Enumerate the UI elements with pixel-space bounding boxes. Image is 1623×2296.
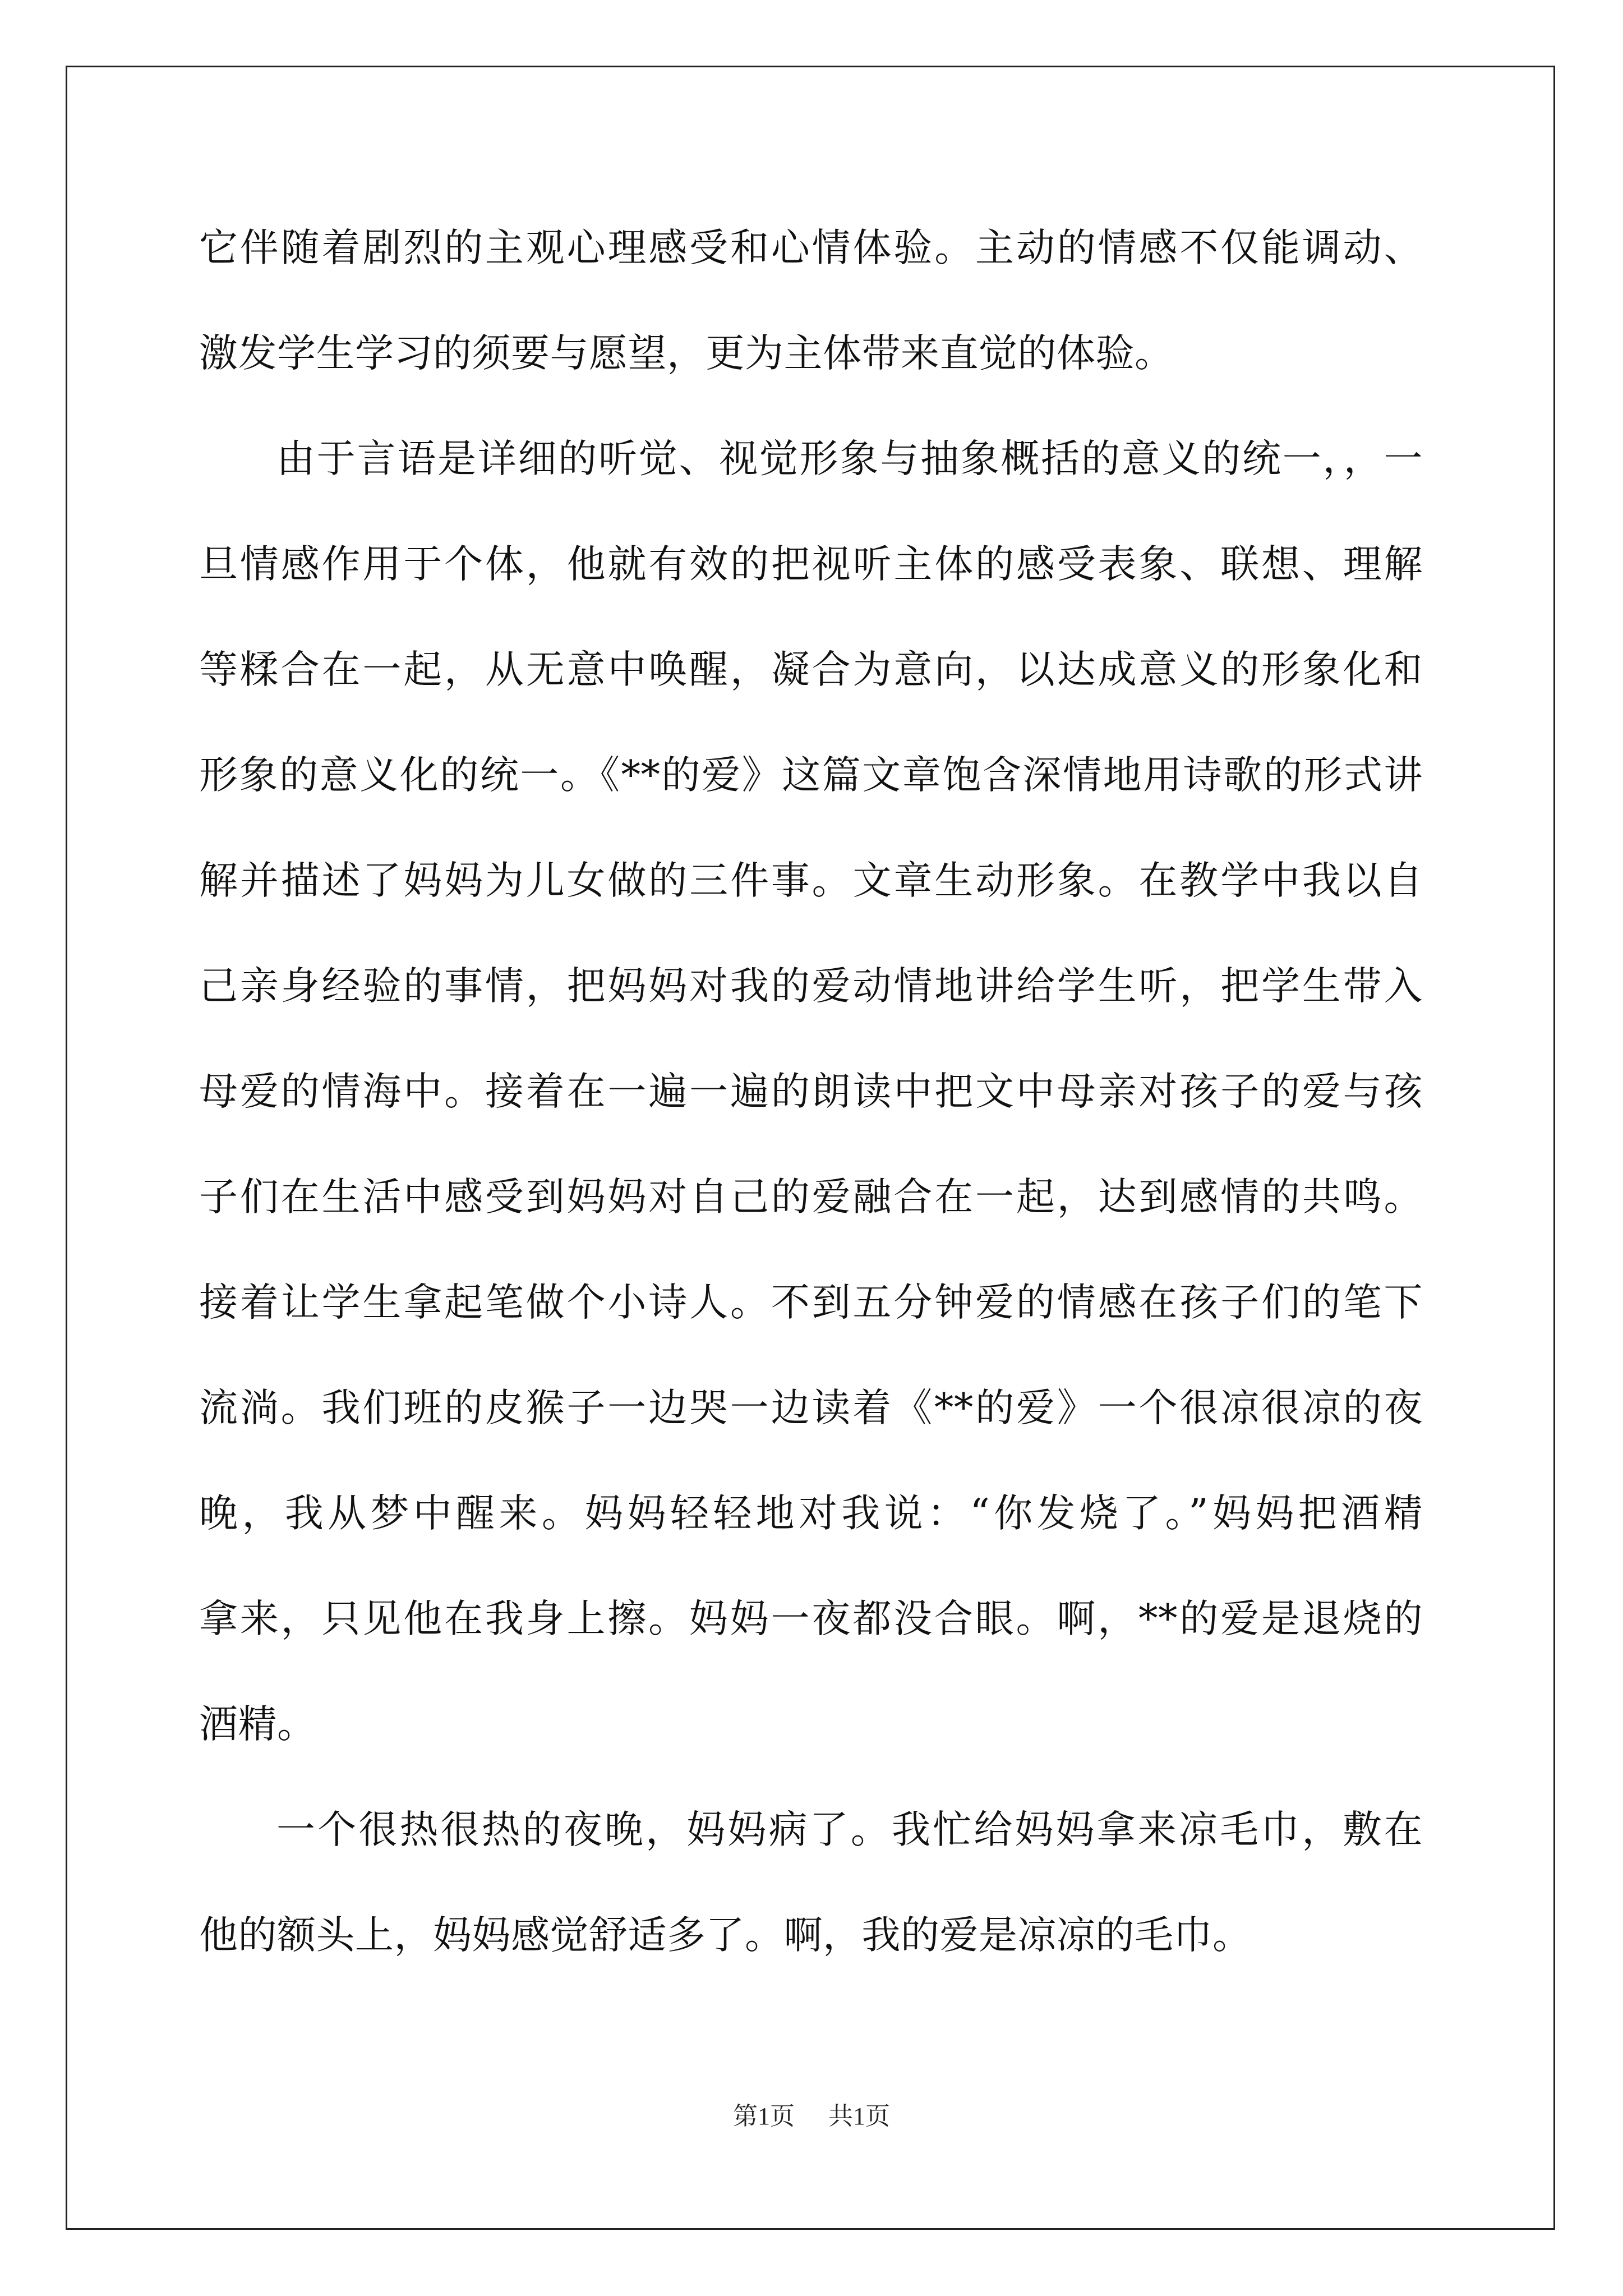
text-line: 子们在生活中感受到妈妈对自己的爱融合在一起，达到感情的共鸣。 — [199, 1175, 1423, 1220]
text-line: 晚，我从梦中醒来。妈妈轻轻地对我说：“你发烧了。”妈妈把酒精 — [199, 1491, 1423, 1536]
text-line: 形象的意义化的统一。《**的爱》这篇文章饱含深情地用诗歌的形式讲 — [199, 753, 1423, 798]
text-line: 流淌。我们班的皮猴子一边哭一边读着《**的爱》一个很凉很凉的夜 — [199, 1386, 1423, 1430]
paragraph-first-line: 由于言语是详细的听觉、视觉形象与抽象概括的意义的统一，，一 — [276, 436, 1423, 481]
text-line: 己亲身经验的事情，把妈妈对我的爱动情地讲给学生听，把学生带入 — [199, 964, 1423, 1009]
text-line: 他的额头上，妈妈感觉舒适多了。啊，我的爱是凉凉的毛巾。 — [199, 1913, 1252, 1958]
text-line: 等糅合在一起，从无意中唤醒，凝合为意向，以达成意义的形象化和 — [199, 647, 1423, 692]
page-number: 第1页 — [733, 2102, 795, 2130]
page-total: 共1页 — [828, 2102, 890, 2130]
text-line: 拿来，只见他在我身上擦。妈妈一夜都没合眼。啊，**的爱是退烧的 — [199, 1596, 1423, 1641]
text-line: 酒精。 — [199, 1702, 316, 1747]
page-footer — [0, 2096, 1623, 2132]
text-line: 它伴随着剧烈的主观心理感受和心情体验。主动的情感不仅能调动、 — [199, 226, 1423, 270]
text-line: 解并描述了妈妈为儿女做的三件事。文章生动形象。在教学中我以自 — [199, 858, 1423, 903]
paragraph-first-line: 一个很热很热的夜晚，妈妈病了。我忙给妈妈拿来凉毛巾，敷在 — [276, 1807, 1423, 1852]
text-line: 接着让学生拿起笔做个小诗人。不到五分钟爱的情感在孩子们的笔下 — [199, 1280, 1423, 1325]
text-line: 激发学生学习的须要与愿望，更为主体带来直觉的体验。 — [199, 331, 1174, 376]
text-line: 旦情感作用于个体，他就有效的把视听主体的感受表象、联想、理解 — [199, 542, 1423, 587]
document-body — [199, 195, 1423, 1988]
text-line: 母爱的情海中。接着在一遍一遍的朗读中把文中母亲对孩子的爱与孩 — [199, 1069, 1423, 1114]
